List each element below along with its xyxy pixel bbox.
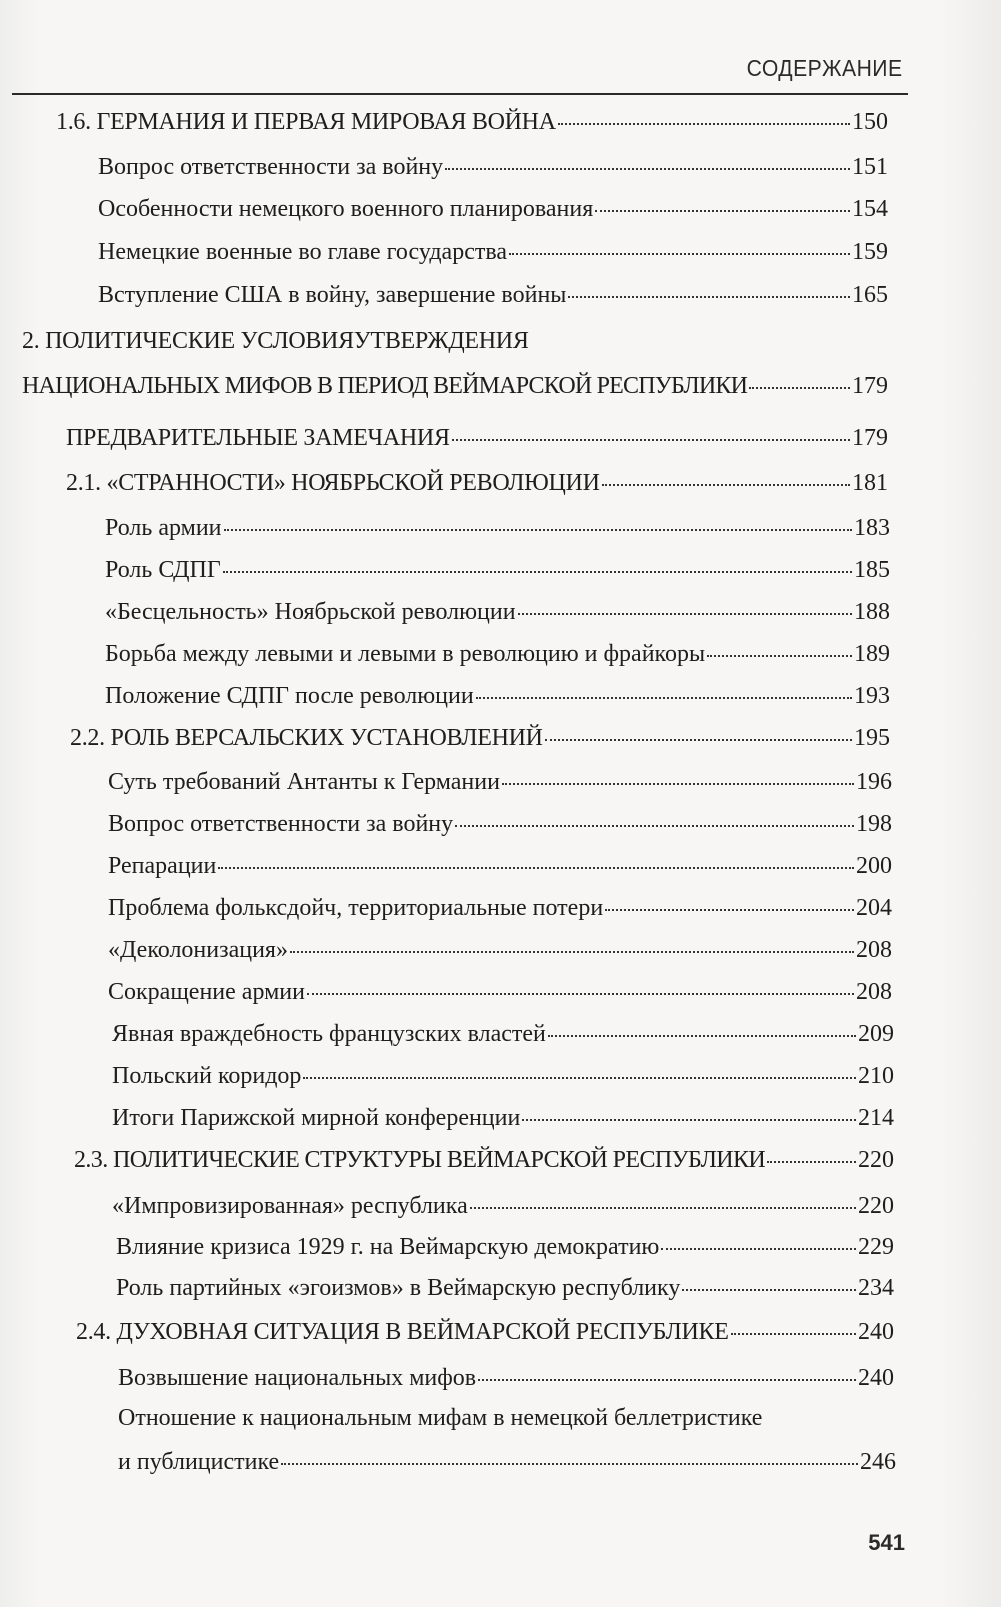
toc-entry xyxy=(70,724,890,752)
leader-dots xyxy=(568,296,850,298)
toc-entry xyxy=(112,1020,894,1048)
leader-dots xyxy=(476,697,852,699)
toc-entry-title: Проблема фольксдойч, территориальные потери xyxy=(108,895,604,921)
toc-entry-page: 204 xyxy=(856,895,892,921)
running-header: СОДЕРЖАНИЕ xyxy=(747,55,903,81)
leader-dots xyxy=(470,1207,856,1209)
toc-entry-title: ПРЕДВАРИТЕЛЬНЫЕ ЗАМЕЧАНИЯ xyxy=(66,425,450,451)
toc-entry xyxy=(118,1448,896,1476)
toc-entry-title: 1.6. ГЕРМАНИЯ И ПЕРВАЯ МИРОВАЯ ВОЙНА xyxy=(56,109,556,135)
toc-entry-page: 208 xyxy=(856,979,892,1005)
toc-entry-title: Влияние кризиса 1929 г. на Веймарскую демократию xyxy=(116,1234,660,1260)
toc-entry-title: Роль партийных «эгоизмов» в Веймарскую республику xyxy=(116,1275,681,1301)
toc-entry xyxy=(98,153,888,181)
toc-entry-page: 220 xyxy=(858,1147,894,1173)
toc-entry xyxy=(105,514,890,542)
toc-entry-title: Возвышение национальных мифов xyxy=(118,1365,477,1391)
toc-entry-page: 229 xyxy=(858,1234,894,1260)
toc-chapter-title-line1: 2. ПОЛИТИЧЕСКИЕ УСЛОВИЯУТВЕРЖДЕНИЯ xyxy=(22,328,529,354)
toc-entry-page: 195 xyxy=(854,725,890,751)
toc-entry xyxy=(112,1104,894,1132)
toc-entry-page: 179 xyxy=(852,425,888,451)
leader-dots xyxy=(223,571,852,573)
toc-entry xyxy=(98,195,888,223)
toc-entry xyxy=(108,936,892,964)
leader-dots xyxy=(518,613,852,615)
toc-entry xyxy=(116,1233,894,1261)
toc-entry-title: «Импровизированная» республика xyxy=(112,1193,468,1219)
page-number: 541 xyxy=(868,1530,905,1555)
leader-dots xyxy=(478,1379,856,1381)
leader-dots xyxy=(522,1119,856,1121)
toc-entry xyxy=(22,327,888,355)
toc-entry xyxy=(105,556,890,584)
leader-dots xyxy=(707,655,852,657)
leader-dots xyxy=(548,1035,856,1037)
toc-entry-title: Явная враждебность французских властей xyxy=(112,1021,546,1047)
leader-dots xyxy=(749,387,850,389)
toc-entry-title: 2.2. РОЛЬ ВЕРСАЛЬСКИХ УСТАНОВЛЕНИЙ xyxy=(70,725,543,751)
toc-entry-page: 183 xyxy=(854,515,890,541)
leader-dots xyxy=(452,439,850,441)
toc-entry xyxy=(66,469,888,497)
leader-dots xyxy=(767,1161,856,1163)
toc-entry-title: Итоги Парижской мирной конференции xyxy=(112,1105,521,1131)
toc-entry-page: 189 xyxy=(854,641,890,667)
toc-entry-title: Репарации xyxy=(108,853,217,879)
toc-entry-title-line1: Отношение к национальным мифам в немецкой беллетристике xyxy=(118,1405,763,1431)
leader-dots xyxy=(595,210,850,212)
toc-entry xyxy=(76,1318,894,1346)
toc-entry-title: Сокращение армии xyxy=(108,979,305,1005)
toc-entry xyxy=(22,372,888,400)
toc-entry-title: Борьба между левыми и левыми в революцию и фрайкоры xyxy=(105,641,706,667)
header-rule xyxy=(12,93,908,95)
toc-entry xyxy=(98,238,888,266)
leader-dots xyxy=(290,951,854,953)
toc-entry-page: 196 xyxy=(856,769,892,795)
toc-entry xyxy=(116,1274,894,1302)
leader-dots xyxy=(558,123,850,125)
leader-dots xyxy=(509,253,850,255)
toc-entry xyxy=(56,108,888,136)
toc-entry xyxy=(118,1404,894,1432)
leader-dots xyxy=(281,1463,858,1465)
toc-entry-title: «Бесцельность» Ноябрьской революции xyxy=(105,599,516,625)
toc-entry-title: Вступление США в войну, завершение войны xyxy=(98,282,567,308)
toc-entry xyxy=(112,1062,894,1090)
toc-entry-page: 240 xyxy=(858,1365,894,1391)
leader-dots xyxy=(445,168,850,170)
leader-dots xyxy=(731,1333,856,1335)
toc-entry xyxy=(108,894,892,922)
toc-entry-title: Роль СДПГ xyxy=(105,557,221,583)
toc-entry-title: Польский коридор xyxy=(112,1063,302,1089)
toc-entry-page: 220 xyxy=(858,1193,894,1219)
toc-entry xyxy=(98,281,888,309)
toc-entry xyxy=(108,768,892,796)
leader-dots xyxy=(224,529,852,531)
toc-entry-page: 200 xyxy=(856,853,892,879)
leader-dots xyxy=(303,1077,856,1079)
leader-dots xyxy=(661,1248,856,1250)
toc-entry-page: 234 xyxy=(858,1275,894,1301)
toc-entry-page: 185 xyxy=(854,557,890,583)
toc-entry-title: Вопрос ответственности за войну xyxy=(98,154,444,180)
toc-entry-title: 2.3. ПОЛИТИЧЕСКИЕ СТРУКТУРЫ ВЕЙМАРСКОЙ РЕСПУБЛИКИ xyxy=(74,1147,766,1173)
toc-entry xyxy=(108,852,892,880)
toc-entry-title: Положение СДПГ после революции xyxy=(105,683,474,709)
leader-dots xyxy=(602,484,850,486)
toc-entry-title: Вопрос ответственности за войну xyxy=(108,811,454,837)
toc-entry-page: 240 xyxy=(858,1319,894,1345)
toc-entry-page: 154 xyxy=(852,196,888,222)
toc-entry xyxy=(108,978,892,1006)
toc-entry xyxy=(112,1192,894,1220)
leader-dots xyxy=(502,783,854,785)
toc-entry-title: 2.1. «СТРАННОСТИ» НОЯБРЬСКОЙ РЕВОЛЮЦИИ xyxy=(66,470,600,496)
toc-entry-page: 165 xyxy=(852,282,888,308)
toc-entry-page: 188 xyxy=(854,599,890,625)
toc-entry-page: 150 xyxy=(852,109,888,135)
toc-entry-title: Особенности немецкого военного планирования xyxy=(98,196,594,222)
toc-entry-title: 2.4. ДУХОВНАЯ СИТУАЦИЯ В ВЕЙМАРСКОЙ РЕСПУБЛИКЕ xyxy=(76,1319,729,1345)
toc-entry xyxy=(74,1146,894,1174)
toc-entry xyxy=(105,598,890,626)
toc-entry xyxy=(105,640,890,668)
toc-entry-page: 246 xyxy=(860,1449,896,1475)
toc-entry-page: 193 xyxy=(854,683,890,709)
toc-entry-page: 151 xyxy=(852,154,888,180)
toc-entry-title: Немецкие военные во главе государства xyxy=(98,239,508,265)
toc-entry xyxy=(105,682,890,710)
toc-entry-page: 198 xyxy=(856,811,892,837)
leader-dots xyxy=(455,825,854,827)
toc-entry-title: «Деколонизация» xyxy=(108,937,288,963)
leader-dots xyxy=(682,1289,856,1291)
toc-entry xyxy=(66,424,888,452)
leader-dots xyxy=(307,993,854,995)
toc-entry-title: Суть требований Антанты к Германии xyxy=(108,769,500,795)
toc-chapter-title-line2: НАЦИОНАЛЬНЫХ МИФОВ В ПЕРИОД ВЕЙМАРСКОЙ РЕСПУБЛИКИ xyxy=(22,373,748,399)
toc-entry xyxy=(108,810,892,838)
toc-entry-page: 208 xyxy=(856,937,892,963)
toc-entry-page: 181 xyxy=(852,470,888,496)
toc-entry-page: 209 xyxy=(858,1021,894,1047)
leader-dots xyxy=(545,739,852,741)
toc-entry xyxy=(118,1364,894,1392)
leader-dots xyxy=(218,867,854,869)
toc-entry-page: 210 xyxy=(858,1063,894,1089)
toc-entry-page: 159 xyxy=(852,239,888,265)
leader-dots xyxy=(605,909,854,911)
toc-entry-page: 214 xyxy=(858,1105,894,1131)
toc-entry-title: Роль армии xyxy=(105,515,222,541)
toc-entry-title-line2: и публицистике xyxy=(118,1449,280,1475)
toc-entry-page: 179 xyxy=(852,373,888,399)
